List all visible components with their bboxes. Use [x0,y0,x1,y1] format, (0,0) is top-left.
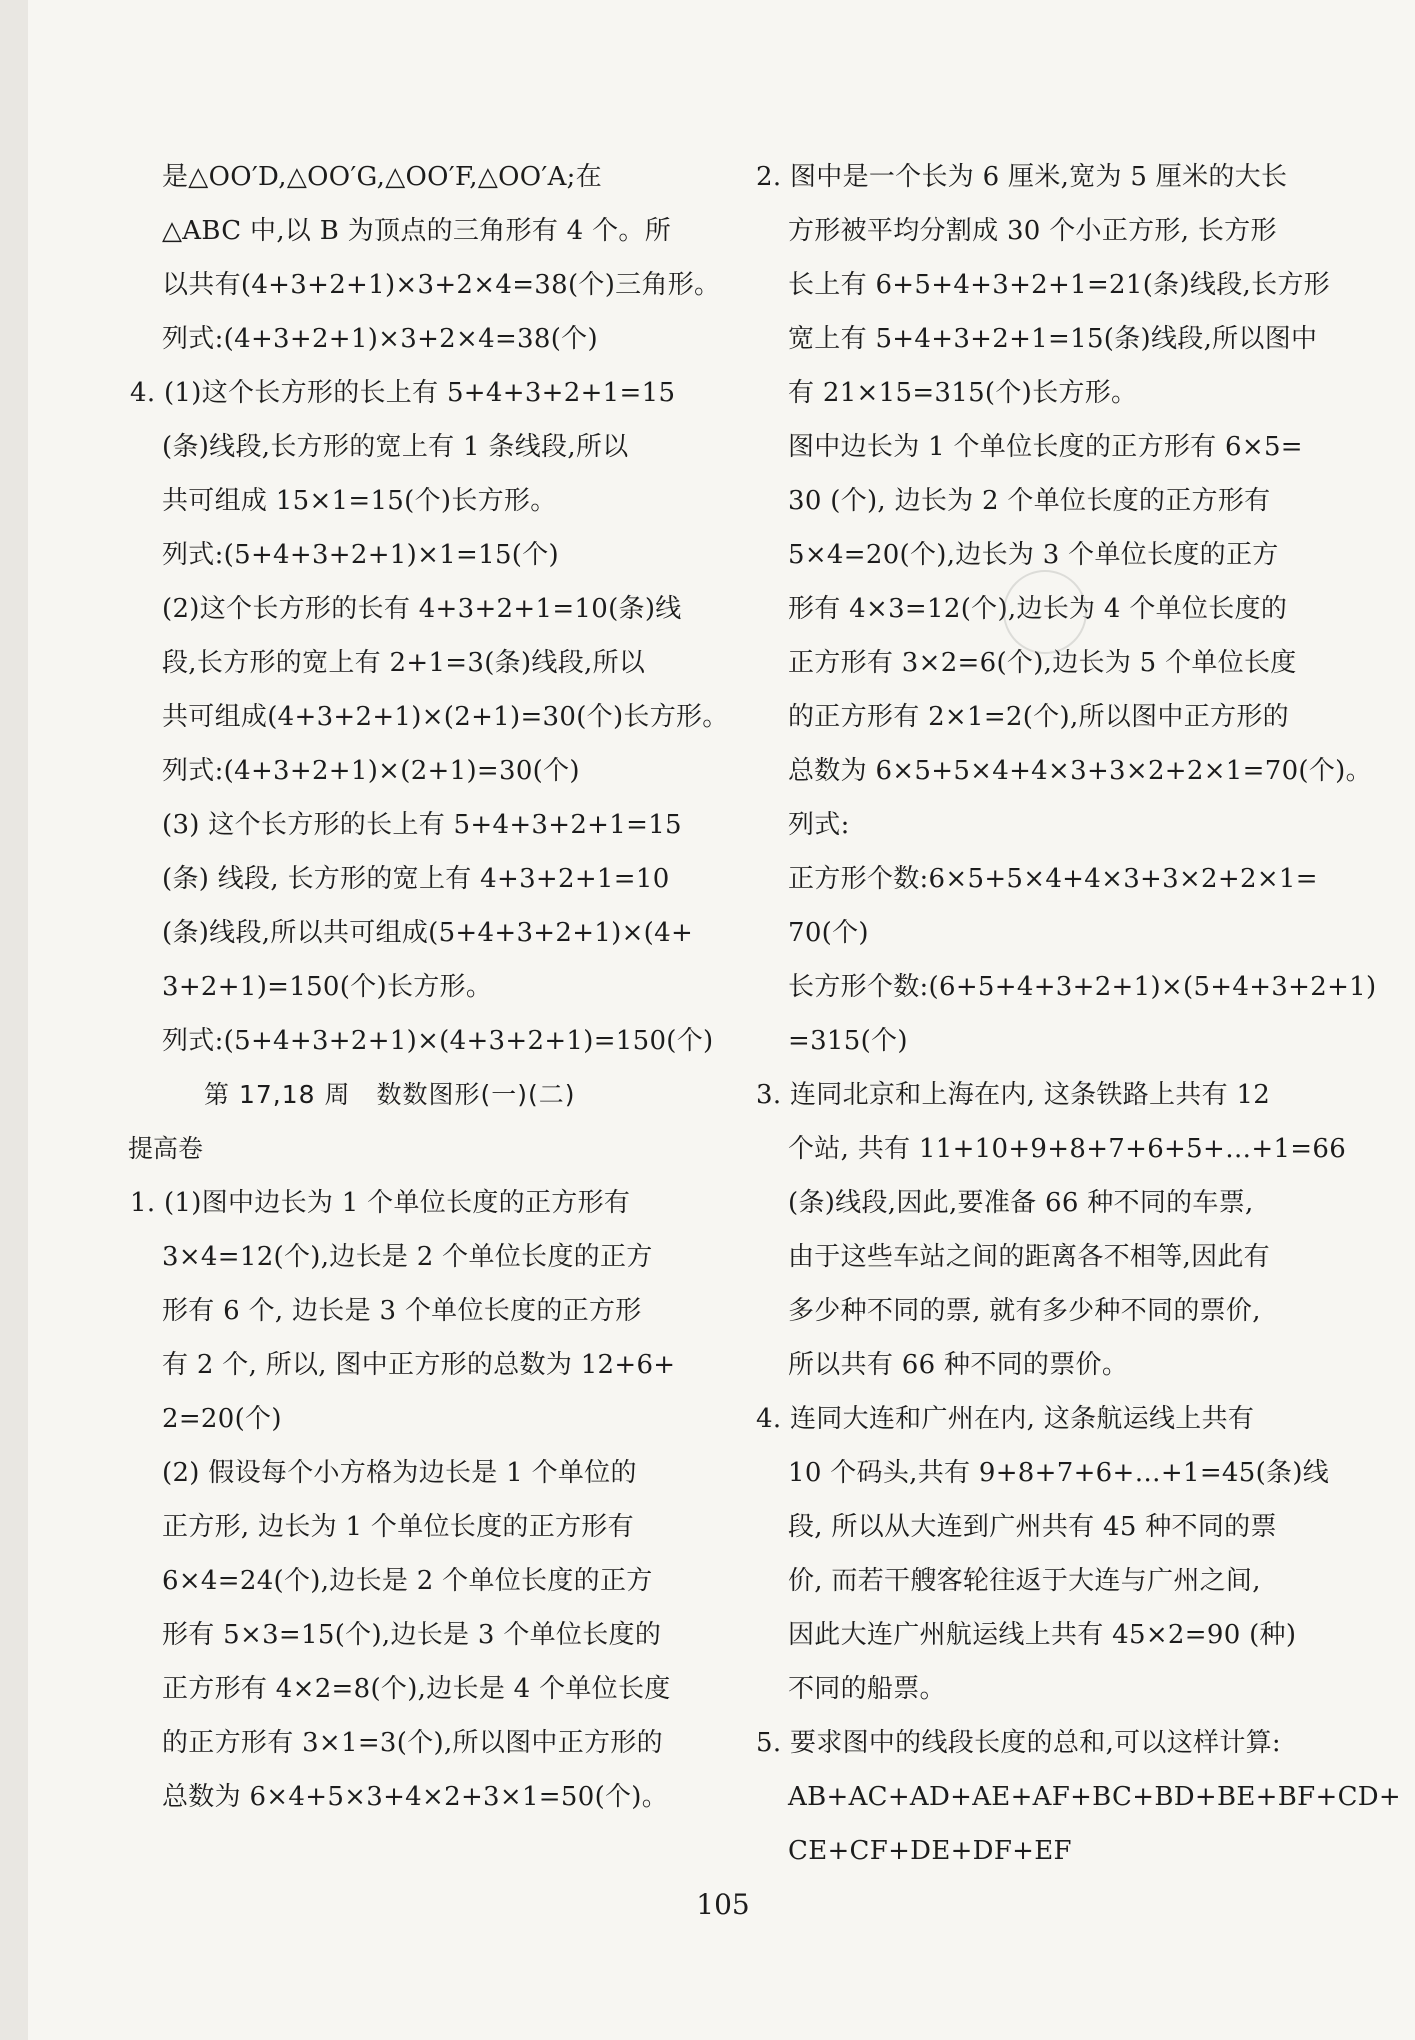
right-column [756,150,1402,1878]
text-line: 10 个码头,共有 9+8+7+6+…+1=45(条)线 [788,1458,1330,1488]
text-line: 3×4=12(个),边长是 2 个单位长度的正方 [162,1242,653,1272]
text-line: 列式:(4+3+2+1)×(2+1)=30(个) [162,756,580,786]
text-line: 列式: [788,810,850,840]
text-line: 2=20(个) [162,1404,282,1434]
text-line: 4. (1)这个长方形的长上有 5+4+3+2+1=15 [130,378,676,408]
text-line: 形有 4×3=12(个),边长为 4 个单位长度的 [788,594,1288,624]
text-line: (2) 假设每个小方格为边长是 1 个单位的 [162,1458,637,1488]
section-heading: 第 17,18 周 数数图形(一)(二) [204,1080,576,1109]
text-line: 列式:(4+3+2+1)×3+2×4=38(个) [162,324,598,354]
text-line: 正方形个数:6×5+5×4+4×3+3×2+2×1= [788,864,1318,894]
text-line: (条)线段,因此,要准备 66 种不同的车票, [788,1188,1254,1218]
text-line: 由于这些车站之间的距离各不相等,因此有 [788,1242,1270,1272]
text-line: 形有 6 个, 边长是 3 个单位长度的正方形 [162,1296,642,1326]
text-line: 列式:(5+4+3+2+1)×1=15(个) [162,540,559,570]
text-line: 个站, 共有 11+10+9+8+7+6+5+…+1=66 [788,1134,1347,1164]
text-line: 的正方形有 2×1=2(个),所以图中正方形的 [788,702,1289,732]
text-line: 价, 而若干艘客轮往返于大连与广州之间, [788,1566,1261,1596]
text-line: 共可组成(4+3+2+1)×(2+1)=30(个)长方形。 [162,702,729,732]
text-line: 以共有(4+3+2+1)×3+2×4=38(个)三角形。 [162,270,721,300]
text-line: 有 21×15=315(个)长方形。 [788,378,1138,408]
text-line: 长上有 6+5+4+3+2+1=21(条)线段,长方形 [788,270,1330,300]
page-number: 105 [696,1888,750,1921]
text-line: =315(个) [788,1026,908,1056]
text-line: 4. 连同大连和广州在内, 这条航运线上共有 [756,1404,1255,1434]
text-line: 的正方形有 3×1=3(个),所以图中正方形的 [162,1728,663,1758]
text-line: △ABC 中,以 B 为顶点的三角形有 4 个。所 [162,216,671,246]
text-line: 有 2 个, 所以, 图中正方形的总数为 12+6+ [162,1350,676,1380]
text-line: 图中边长为 1 个单位长度的正方形有 6×5= [788,432,1303,462]
text-line: 正方形有 4×2=8(个),边长是 4 个单位长度 [162,1674,671,1704]
text-line: 长方形个数:(6+5+4+3+2+1)×(5+4+3+2+1) [788,972,1377,1002]
text-line: 段, 所以从大连到广州共有 45 种不同的票 [788,1512,1277,1542]
text-line: 70(个) [788,918,869,948]
answer-page [28,0,1415,2040]
text-line: 总数为 6×5+5×4+4×3+3×2+2×1=70(个)。 [788,756,1372,786]
text-line: 总数为 6×4+5×3+4×2+3×1=50(个)。 [162,1782,669,1812]
text-line: 3. 连同北京和上海在内, 这条铁路上共有 12 [756,1080,1271,1110]
text-line: 正方形有 3×2=6(个),边长为 5 个单位长度 [788,648,1297,678]
text-line: 方形被平均分割成 30 个小正方形, 长方形 [788,216,1277,246]
text-line: 正方形, 边长为 1 个单位长度的正方形有 [162,1512,634,1542]
text-line: 段,长方形的宽上有 2+1=3(条)线段,所以 [162,648,646,678]
text-line: 因此大连广州航运线上共有 45×2=90 (种) [788,1620,1297,1650]
text-line: 多少种不同的票, 就有多少种不同的票价, [788,1296,1261,1326]
text-line: (条)线段,所以共可组成(5+4+3+2+1)×(4+ [162,918,694,948]
text-line: (2)这个长方形的长有 4+3+2+1=10(条)线 [162,594,682,624]
text-line: (条)线段,长方形的宽上有 1 条线段,所以 [162,432,629,462]
text-line: 不同的船票。 [788,1674,946,1704]
text-line: 宽上有 5+4+3+2+1=15(条)线段,所以图中 [788,324,1318,354]
text-line: 1. (1)图中边长为 1 个单位长度的正方形有 [130,1188,631,1218]
text-line: (3) 这个长方形的长上有 5+4+3+2+1=15 [162,810,682,840]
text-line: AB+AC+AD+AE+AF+BC+BD+BE+BF+CD+ [788,1782,1402,1812]
text-line: 形有 5×3=15(个),边长是 3 个单位长度的 [162,1620,662,1650]
text-line: 5×4=20(个),边长为 3 个单位长度的正方 [788,540,1279,570]
text-line: (条) 线段, 长方形的宽上有 4+3+2+1=10 [162,864,670,894]
text-line: 共可组成 15×1=15(个)长方形。 [162,486,557,516]
text-line: 列式:(5+4+3+2+1)×(4+3+2+1)=150(个) [162,1026,714,1056]
text-line: 5. 要求图中的线段长度的总和,可以这样计算: [756,1728,1281,1758]
left-column [128,150,729,1824]
text-line: 所以共有 66 种不同的票价。 [788,1350,1129,1380]
stamp-watermark [1003,570,1087,654]
text-line: 30 (个), 边长为 2 个单位长度的正方形有 [788,486,1271,516]
text-line: CE+CF+DE+DF+EF [788,1836,1072,1866]
text-line: 是△OO′D,△OO′G,△OO′F,△OO′A;在 [162,162,602,192]
text-line: 6×4=24(个),边长是 2 个单位长度的正方 [162,1566,653,1596]
section-tag: 提高卷 [128,1134,204,1163]
text-line: 2. 图中是一个长为 6 厘米,宽为 5 厘米的大长 [756,162,1288,192]
text-line: 3+2+1)=150(个)长方形。 [162,972,493,1002]
